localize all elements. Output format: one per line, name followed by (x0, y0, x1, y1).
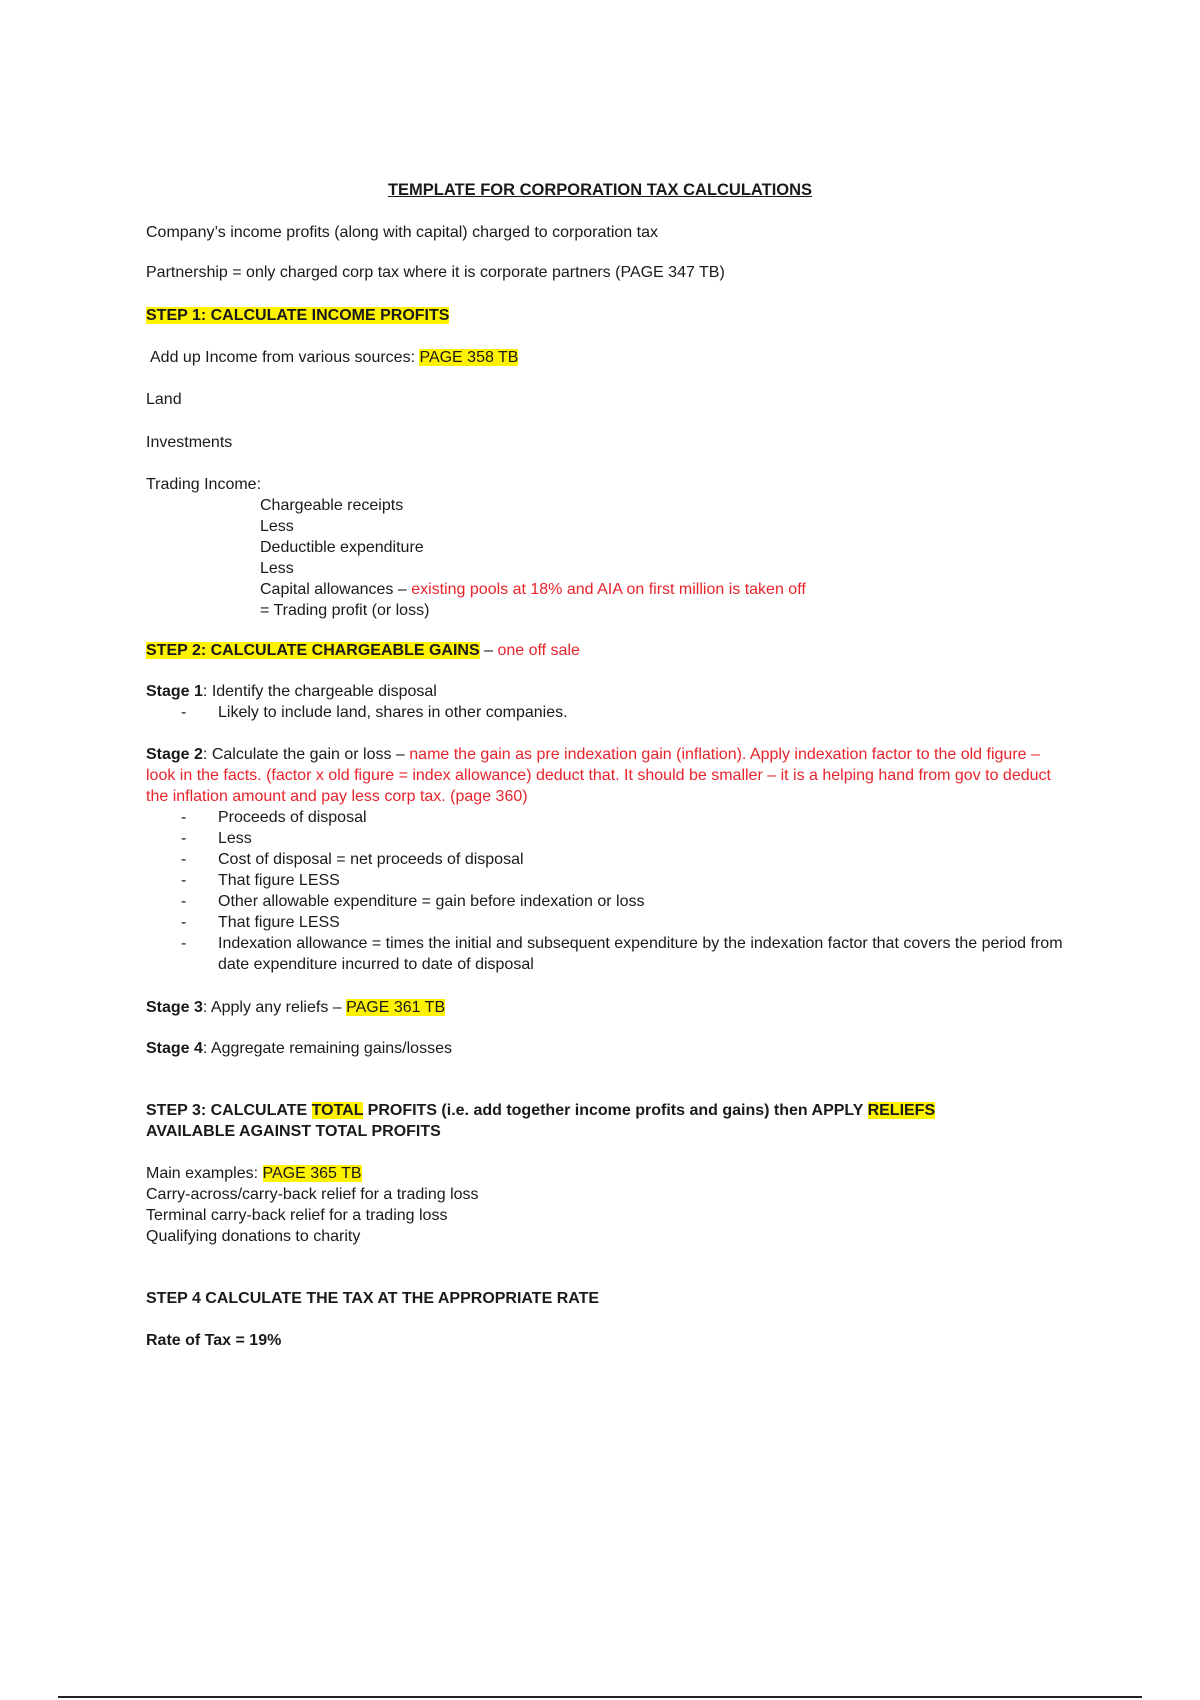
stage3-page-ref: PAGE 361 TB (346, 999, 446, 1016)
step3-total-highlight: TOTAL (311, 1102, 364, 1119)
stage3-text: : Apply any reliefs – (202, 999, 347, 1016)
intro-company-line: Company’s income profits (along with capital) charged to corporation tax (146, 224, 658, 241)
step1-add-up-line (150, 347, 1070, 368)
stage1-text: : Identify the chargeable disposal (202, 683, 437, 700)
step1-investments: Investments (146, 434, 233, 451)
step1-trading-block (146, 474, 1066, 621)
step2-dash: – (479, 642, 498, 659)
stage2-label: Stage 2 (146, 746, 203, 763)
intro-partnership-line: Partnership = only charged corp tax where it is corporate partners (PAGE 347 TB) (146, 264, 725, 281)
example-carry-back: Carry-across/carry-back relief for a trading loss (146, 1186, 479, 1203)
capital-allowances-note: existing pools at 18% and AIA on first million is taken off (411, 581, 806, 598)
step2-heading-line (146, 640, 1066, 661)
step3-heading (146, 1100, 1066, 1142)
list-item: - That figure LESS (146, 912, 1066, 933)
rate-of-tax: Rate of Tax = 19% (146, 1332, 282, 1349)
step3-heading-part2: PROFITS (i.e. add together income profits and gains) then APPLY (363, 1102, 868, 1119)
stage2-block (146, 744, 1066, 975)
stage1-line (146, 681, 1066, 702)
stage4-text: : Aggregate remaining gains/losses (202, 1040, 452, 1057)
stage2-bullets (146, 807, 1066, 975)
stage1-label: Stage 1 (146, 683, 203, 700)
stage4-label: Stage 4 (146, 1040, 203, 1057)
stage2-line (146, 744, 1066, 807)
list-item: - Other allowable expenditure = gain before indexation or loss (146, 891, 1066, 912)
step4-heading: STEP 4 CALCULATE THE TAX AT THE APPROPRIATE RATE (146, 1290, 600, 1307)
step1-heading: STEP 1: CALCULATE INCOME PROFITS (146, 307, 450, 324)
list-item: - Proceeds of disposal (146, 807, 1066, 828)
footer-rule (58, 1696, 1142, 1698)
main-examples-line (146, 1163, 1066, 1184)
trading-line-deductible-expenditure: Deductible expenditure (260, 539, 424, 556)
step1-heading-line (146, 305, 1066, 326)
step3-page-ref: PAGE 365 TB (262, 1165, 362, 1182)
stage2-note: name the gain as pre indexation gain (inflation). Apply indexation factor to the old figure – look in the facts. (factor x old figure = index allowance) deduct that. It should be smaller – it is a helping hand from gov to deduct the inflation amount and pay less corp tax. (page 360) (146, 746, 1051, 805)
trading-income-label: Trading Income: (146, 476, 262, 493)
step3-reliefs-highlight: RELIEFS (867, 1102, 936, 1119)
list-item: - Indexation allowance = times the initial and subsequent expenditure by the indexation factor that covers the period from date expenditure incurred to date of disposal (146, 933, 1066, 975)
step1-page-ref: PAGE 358 TB (419, 349, 519, 366)
list-item: - Likely to include land, shares in other companies. (146, 702, 1066, 723)
trading-line-chargeable-receipts: Chargeable receipts (260, 497, 404, 514)
step3-examples (146, 1163, 1066, 1247)
example-donations: Qualifying donations to charity (146, 1228, 361, 1245)
step1-add-up-text: Add up Income from various sources: (150, 349, 420, 366)
list-item: - Less (146, 828, 1066, 849)
stage3-line (146, 997, 1066, 1018)
step1-land: Land (146, 391, 182, 408)
stage2-text: : Calculate the gain or loss – (202, 746, 410, 763)
list-item: - Cost of disposal = net proceeds of disposal (146, 849, 1066, 870)
step3-heading-line2: AVAILABLE AGAINST TOTAL PROFITS (146, 1123, 441, 1140)
main-examples-label: Main examples: (146, 1165, 263, 1182)
example-terminal-carry-back: Terminal carry-back relief for a trading loss (146, 1207, 448, 1224)
stage1-block (146, 681, 1066, 723)
document-title: TEMPLATE FOR CORPORATION TAX CALCULATIONS (387, 181, 813, 199)
step2-note: one off sale (497, 642, 580, 659)
trading-line-capital-allowances (146, 579, 1066, 600)
stage4-line (146, 1038, 1066, 1059)
step3-heading-line1 (146, 1100, 1066, 1121)
trading-line-less-1: Less (260, 518, 294, 535)
trading-line-trading-profit: = Trading profit (or loss) (260, 602, 430, 619)
stage3-label: Stage 3 (146, 999, 203, 1016)
step3-heading-part1: STEP 3: CALCULATE (146, 1102, 312, 1119)
trading-line-less-2: Less (260, 560, 294, 577)
capital-allowances-text: Capital allowances – (260, 581, 412, 598)
list-item: - That figure LESS (146, 870, 1066, 891)
stage1-bullets (146, 702, 1066, 723)
step2-heading: STEP 2: CALCULATE CHARGEABLE GAINS (146, 642, 480, 659)
